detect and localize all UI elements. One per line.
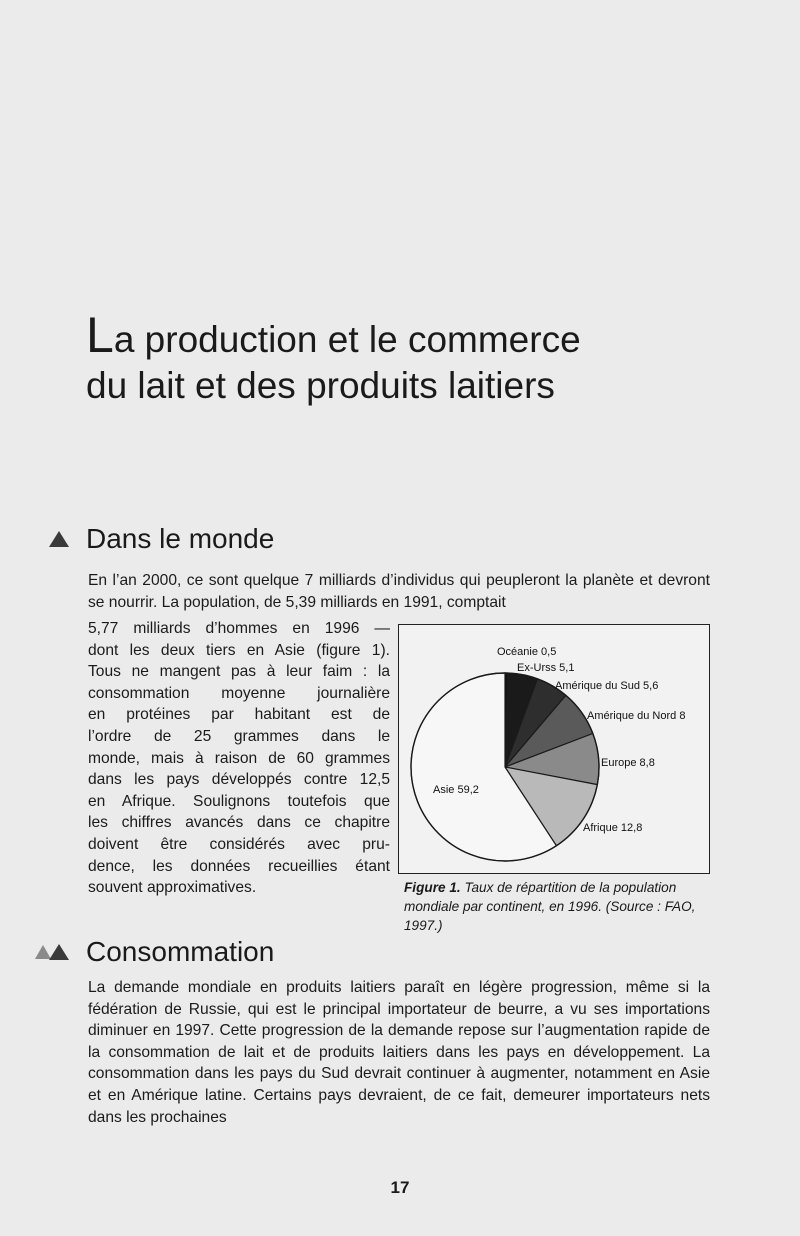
figure-caption-text: Taux de répartition de la population mondiale par continent, en 1996. (Source : FAO, 1997.) [404, 880, 696, 933]
paragraph-intro: En l’an 2000, ce sont quelque 7 milliards d’individus qui peupleront la planète et devront se nourrir. La population, de 5,39 milliards en 1991, comptait [88, 572, 710, 611]
text-line: les chiffres avancés dans ce chapitre [88, 814, 390, 832]
text-line: 5,77 milliards d’hommes en 1996 — [88, 620, 390, 637]
pie-label: Asie 59,2 [433, 784, 479, 796]
section-title: Dans le monde [86, 523, 275, 554]
section-title: Consommation [86, 936, 275, 967]
text-line: monde, mais à raison de 60 grammes [88, 749, 390, 767]
text-line: Tous ne mangent pas à leur faim : la [88, 663, 390, 681]
pie-label: Afrique 12,8 [583, 822, 643, 834]
title-line1: a production et le commerce [113, 319, 581, 360]
pie-chart-svg [399, 625, 709, 873]
text-line: dont les deux tiers en Asie (figure 1). [88, 641, 390, 659]
text-line: dence, les données recueillies étant [88, 857, 390, 875]
paragraph-wrap-text [88, 618, 390, 899]
pie-label: Europe 8,8 [601, 757, 655, 769]
pie-label: Océanie 0,5 [497, 646, 557, 658]
title-line2: du lait et des produits laitiers [86, 365, 555, 406]
page-number: 17 [390, 1178, 410, 1197]
text-line: l’ordre de 25 grammes dans le [88, 727, 390, 745]
pie-label: Ex-Urss 5,1 [517, 662, 575, 674]
figure-1-pie-chart [398, 624, 710, 874]
pie-label: Amérique du Sud 5,6 [555, 680, 659, 692]
double-triangle-icon [34, 942, 70, 962]
figure-caption [404, 878, 704, 935]
section-heading-consommation [34, 936, 274, 968]
title-initial: L [86, 307, 114, 363]
pie-label: Amérique du Nord 8 [587, 710, 686, 722]
text-line: en Afrique. Soulignons toutefois que [88, 792, 390, 810]
text-line: souvent approximatives. [88, 879, 257, 897]
section-heading-monde [48, 523, 274, 555]
paragraph-consommation: La demande mondiale en produits laitiers paraît en légère progression, même si la fédération de Russie, qui est le principal importateur de beurre, a vu ses importations diminuer en 1997. Cette progression de la demande repose sur l’augmentation rapide de la consommation de lait et de produits laitiers dans les pays en développement. La consommation dans les pays du Sud devrait continuer à augmenter, notamment en Asie et en Amérique latine. Certains pays devraient, de ce fait, demeurer importateurs nets dans les prochaines [88, 979, 710, 1126]
figure-label: Figure 1. [404, 880, 461, 895]
triangle-icon [48, 529, 70, 549]
text-line: doivent être considérés avec pru- [88, 835, 390, 853]
text-line: consommation moyenne journalière [88, 684, 390, 702]
text-line: dans les pays développés contre 12,5 [88, 771, 390, 789]
text-line: en protéines par habitant est de [88, 706, 390, 724]
chapter-title [86, 307, 581, 409]
